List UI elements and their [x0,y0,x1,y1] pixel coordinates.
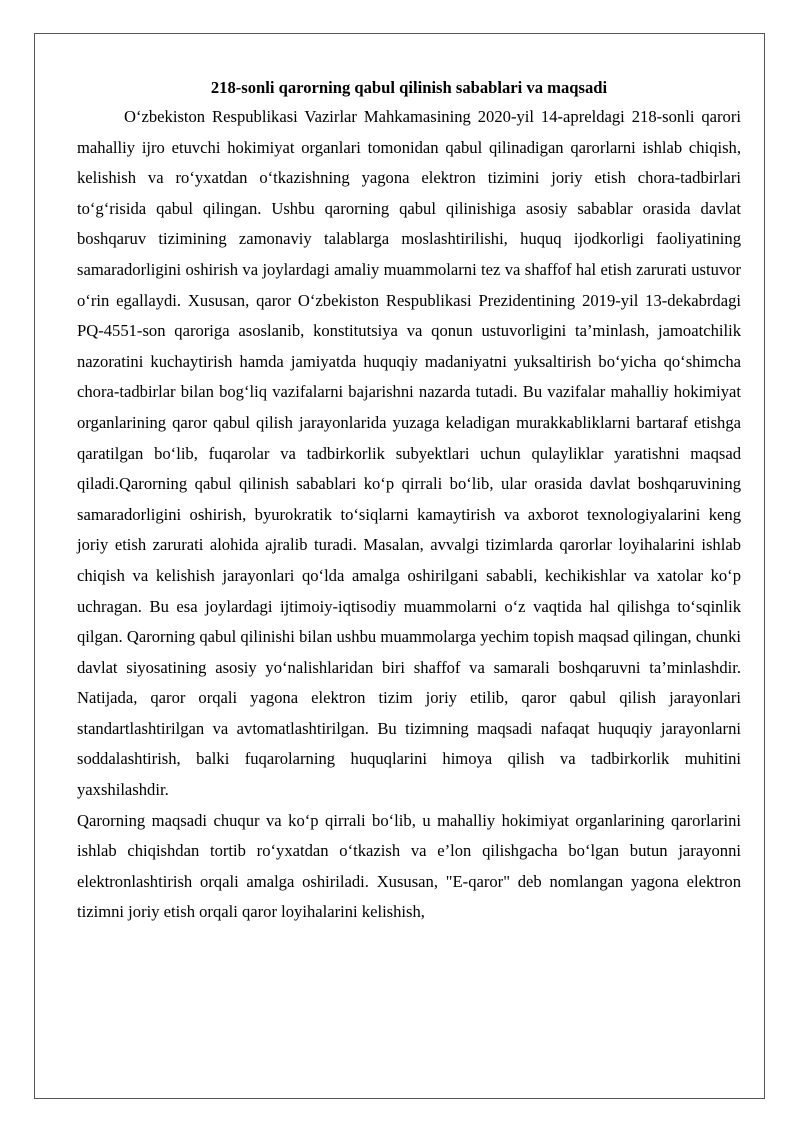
document-title: 218-sonli qarorning qabul qilinish sabablari va maqsadi [210,78,608,97]
paragraph-1: O‘zbekiston Respublikasi Vazirlar Mahkamasining 2020-yil 14-apreldagi 218-sonli qarori mahalliy ijro etuvchi hokimiyat organlari tomonidan qabul qilinadigan qarorlarni ishlab chiqish, kelishish va ro‘yxatdan o‘tkazishning yagona elektron tizimini joriy etish chora-tadbirlari to‘g‘risida qabul qilingan. Ushbu qarorning qabul qilinishiga asosiy sabablar orasida davlat boshqaruv tizimining zamonaviy talablarga moslashtirilishi, huquq ijodkorligi faoliyatining samaradorligini oshirish va joylardagi amaliy muammolarni tez va shaffof hal etish zarurati ustuvor o‘rin egallaydi. Xususan, qaror O‘zbekiston Respublikasi Prezidentining 2019-yil 13-dekabrdagi PQ-4551-son qaroriga asoslanib, konstitutsiya va qonun ustuvorligini ta’minlash, jamoatchilik nazoratini kuchaytirish hamda jamiyatda huquqiy madaniyatni yuksaltirish bo‘yicha qo‘shimcha chora-tadbirlar bilan bog‘liq vazifalarni bajarishni nazarda tutadi. Bu vazifalar mahalliy hokimiyat organlarining qaror qabul qilish jarayonlarida yuzaga keladigan murakkabliklarni bartaraf etishga qaratilgan bo‘lib, fuqarolar va tadbirkorlik subyektlari uchun qulayliklar yaratishni maqsad qiladi.Qarorning qabul qilinish sabablari ko‘p qirrali bo‘lib, ular orasida davlat boshqaruvining samaradorligini oshirish, byurokratik to‘siqlarni kamaytirish va axborot texnologiyalarini keng joriy etish zarurati alohida ajralib turadi. Masalan, avvalgi tizimlarda qarorlar loyihalarini ishlab chiqish va kelishish jarayonlari qo‘lda amalga oshirilgani sababli, kechikishlar va xatolar ko‘p uchragan. Bu esa joylardagi ijtimoiy-iqtisodiy muammolarni o‘z vaqtida hal qilishga to‘sqinlik qilgan. Qarorning qabul qilinishi bilan ushbu muammolarga yechim topish maqsad qilingan, chunki davlat siyosatining asosiy yo‘nalishlaridan biri shaffof va samarali boshqaruvni ta’minlashdir. Natijada, qaror orqali yagona elektron tizim joriy etilib, qaror qabul qilish jarayonlari standartlashtirilgan va avtomatlashtirilgan. Bu tizimning maqsadi nafaqat huquqiy jarayonlarni soddalashtirish, balki fuqarolarning huquqlarini himoya qilish va tadbirkorlik muhitini yaxshilashdir. [77,107,741,800]
paragraph-2: Qarorning maqsadi chuqur va ko‘p qirrali bo‘lib, u mahalliy hokimiyat organlarining qarorlarini ishlab chiqishdan tortib ro‘yxatdan o‘tkazish va e’lon qilishgacha bo‘lgan butun jarayonni elektronlashtirish orqali amalga oshiriladi. Xususan, "E-qaror" deb nomlangan yagona elektron tizimni joriy etish orqali qaror loyihalarini kelishish, [77,810,741,922]
document-body [77,74,741,928]
